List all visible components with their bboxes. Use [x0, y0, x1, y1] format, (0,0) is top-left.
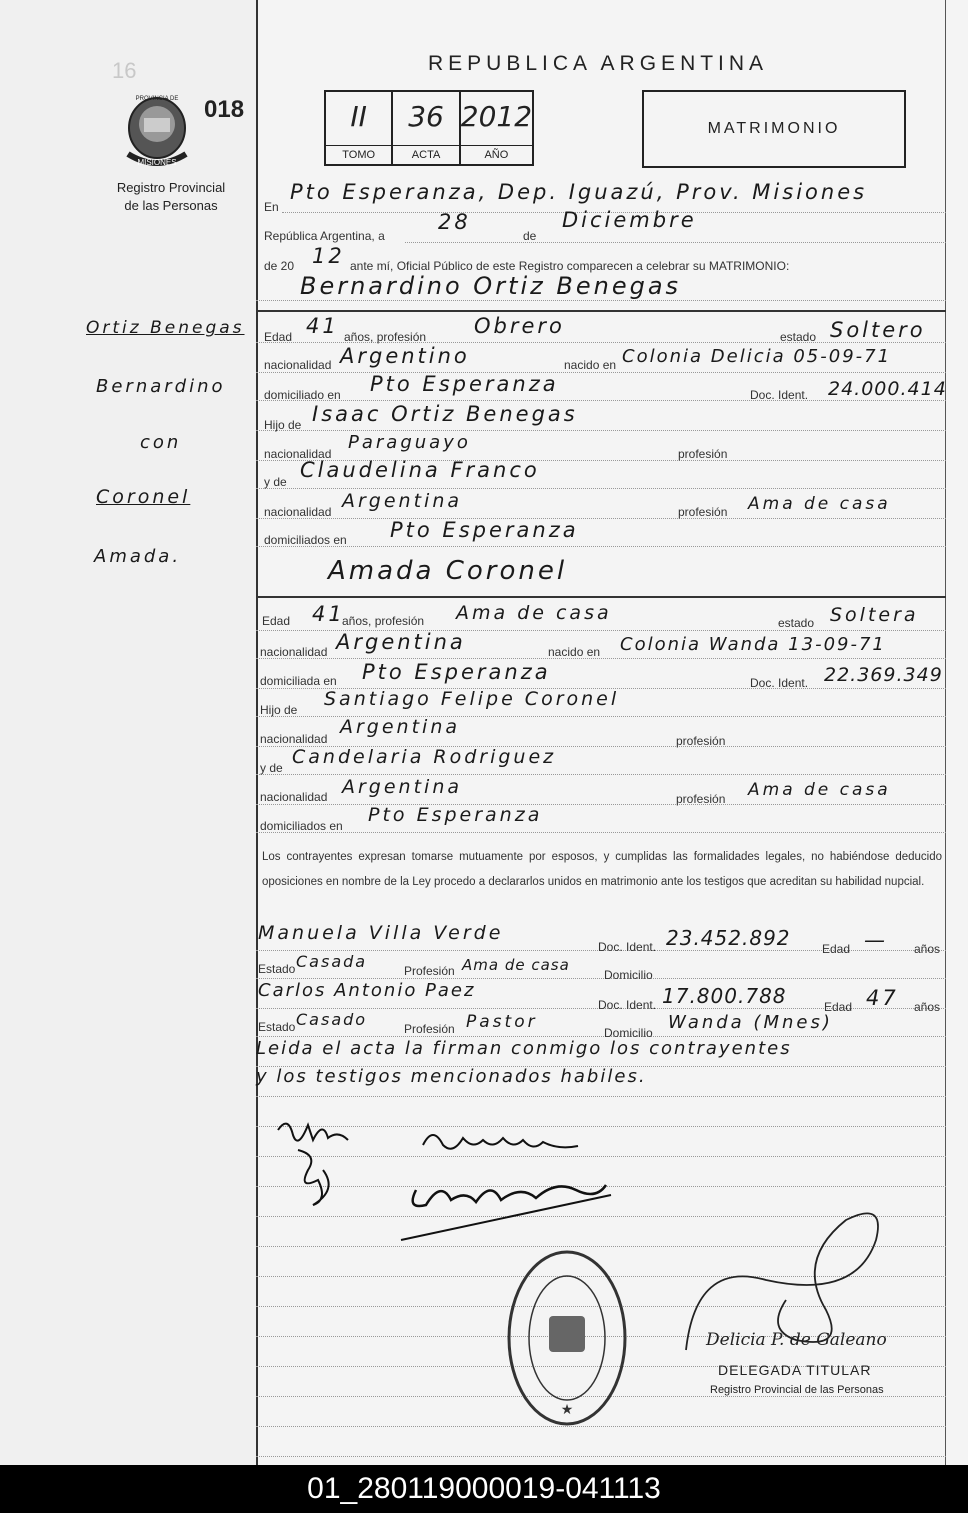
year-suffix: 12 — [312, 244, 345, 268]
groom-estado-label: estado — [780, 330, 817, 344]
bride-domicilio: Pto Esperanza — [362, 660, 551, 684]
en-label: En — [264, 200, 279, 214]
official-stamp-icon — [505, 1248, 629, 1428]
page-number: 018 — [204, 96, 245, 123]
bride-padre: Santiago Felipe Coronel — [324, 688, 620, 710]
acta-label: ACTA — [393, 145, 458, 164]
witness1-name: Manuela Villa Verde — [258, 922, 504, 944]
witness1-prof-label: Profesión — [404, 964, 455, 978]
margin-column — [0, 0, 258, 1465]
witness2-profesion: Pastor — [466, 1012, 538, 1032]
witness2-edad: 47 — [866, 986, 899, 1010]
groom-domicilio: Pto Esperanza — [370, 372, 559, 396]
country-title: REPUBLICA ARGENTINA — [428, 52, 769, 75]
bride-dom-label: domiciliada en — [260, 674, 337, 688]
provincial-seal-icon — [114, 88, 200, 172]
margin-bride-firstname: Amada. — [94, 546, 182, 567]
witness2-doc: 17.800.788 — [662, 984, 787, 1008]
groom-profesion: Obrero — [474, 314, 565, 338]
bride-name: Amada Coronel — [328, 556, 568, 586]
closing-line1: Leida el acta la firman conmigo los contrayentes — [256, 1038, 792, 1059]
witness1-dom-label: Domicilio — [604, 968, 653, 982]
anio-value: 2012 — [460, 100, 533, 133]
bride-profesion: Ama de casa — [456, 602, 612, 624]
bride-nac-label: nacionalidad — [260, 645, 328, 659]
groom-nacionalidad: Argentino — [340, 344, 470, 368]
witness1-edad: — — [864, 928, 888, 952]
groom-madre-nac: Argentina — [342, 490, 463, 512]
margin-surname: Ortiz Benegas — [86, 318, 245, 338]
bride-yde-label: y de — [260, 761, 283, 775]
groom-madre: Claudelina Franco — [300, 458, 540, 482]
margin-bride-surname: Coronel — [96, 486, 191, 508]
groom-doc: 24.000.414 — [828, 378, 947, 400]
bride-estado: Soltera — [830, 604, 919, 626]
bride-doc-label: Doc. Ident. — [750, 676, 809, 690]
bride-madre-nac-label: nacionalidad — [260, 790, 328, 804]
act-type-box: MATRIMONIO — [642, 90, 906, 168]
bride-padres-dom: Pto Esperanza — [368, 804, 543, 826]
bride-madre-prof-label: profesión — [676, 792, 726, 806]
witness2-estado-label: Estado — [258, 1020, 296, 1034]
groom-yde-label: y de — [264, 475, 287, 489]
bride-madre-prof: Ama de casa — [748, 780, 891, 800]
groom-madre-prof: Ama de casa — [748, 494, 891, 514]
registry-line2: de las Personas — [124, 198, 218, 213]
official-title: DELEGADA TITULAR — [718, 1362, 872, 1378]
witness-signature — [396, 1160, 626, 1250]
bride-padre-nac: Argentina — [340, 716, 461, 738]
groom-padre-prof-label: profesión — [678, 447, 728, 461]
groom-madre-nac-label: nacionalidad — [264, 505, 332, 519]
republica-label: República Argentina, a — [264, 229, 385, 243]
groom-doms-label: domiciliados en — [264, 533, 347, 547]
groom-edad: 41 — [306, 314, 339, 338]
bride-nacionalidad: Argentina — [336, 630, 466, 654]
bride-nacido: Colonia Wanda 13-09-71 — [620, 634, 886, 655]
groom-nac-label: nacionalidad — [264, 358, 332, 372]
witness2-anos-label: años — [914, 1000, 941, 1014]
tomo-value: II — [350, 100, 367, 133]
bride-madre: Candelaria Rodriguez — [292, 746, 557, 768]
groom-doc-label: Doc. Ident. — [750, 388, 809, 402]
groom-padre: Isaac Ortiz Benegas — [312, 402, 578, 426]
bride-signature — [418, 1120, 588, 1160]
witness2-name: Carlos Antonio Paez — [258, 980, 476, 1001]
bride-madre-nac: Argentina — [342, 776, 463, 798]
groom-padre-nac-label: nacionalidad — [264, 447, 332, 461]
witness2-estado: Casado — [296, 1010, 368, 1029]
margin-connector: con — [140, 432, 182, 453]
de-label: de — [523, 229, 537, 243]
witness1-anos-label: años — [914, 942, 941, 956]
witness1-doc-label: Doc. Ident. — [598, 940, 657, 954]
groom-dom-label: domiciliado en — [264, 388, 341, 402]
bride-estado-label: estado — [778, 616, 815, 630]
groom-estado: Soltero — [830, 318, 926, 342]
registry-line1: Registro Provincial — [116, 180, 226, 195]
groom-signature — [268, 1110, 368, 1210]
closing-line2: y los testigos mencionados habiles. — [256, 1066, 647, 1087]
witness1-estado-label: Estado — [258, 962, 296, 976]
acta-value: 36 — [408, 100, 444, 133]
witness2-dom-label: Domicilio — [604, 1026, 653, 1040]
tomo-label: TOMO — [326, 145, 391, 164]
declaration-text: Los contrayentes expresan tomarse mutuamente por esposos, y cumplidas las formalidades legales, no habiéndose deducido oposiciones en nombre de la Ley procedo a declararlos unidos en matrimonio ante los testigos que acreditan su habilidad nupcial. — [262, 851, 942, 888]
witness2-prof-label: Profesión — [404, 1022, 455, 1036]
day-value: 28 — [438, 210, 471, 234]
officer-text: ante mí, Oficial Público de este Registro comparecen a celebrar su MATRIMONIO: — [350, 259, 790, 273]
groom-madre-prof-label: profesión — [678, 505, 728, 519]
svg-text:PROVINCIA DE: PROVINCIA DE — [135, 96, 179, 102]
groom-name: Bernardino Ortiz Benegas — [300, 272, 682, 300]
groom-prof-label: años, profesión — [344, 330, 427, 344]
official-registry: Registro Provincial de las Personas — [710, 1384, 884, 1396]
groom-padre-nac: Paraguayo — [348, 432, 471, 453]
bride-nacido-label: nacido en — [548, 645, 601, 659]
anio-label: AÑO — [461, 145, 532, 164]
witness2-domicilio: Wanda (Mnes) — [668, 1012, 833, 1033]
groom-padres-dom: Pto Esperanza — [390, 518, 579, 542]
footer-code: 01_280119000019-041113 — [0, 1465, 968, 1513]
svg-text:★: ★ — [560, 1402, 574, 1418]
witness2-edad-label: Edad — [824, 1000, 853, 1014]
bride-padre-nac-label: nacionalidad — [260, 732, 328, 746]
witness1-doc: 23.452.892 — [666, 926, 791, 950]
witness1-profesion: Ama de casa — [462, 956, 570, 974]
margin-firstname: Bernardino — [96, 376, 226, 397]
official-name: Delicia P. de Galeano — [706, 1330, 887, 1350]
bride-prof-label: años, profesión — [342, 614, 425, 628]
witness2-doc-label: Doc. Ident. — [598, 998, 657, 1012]
groom-edad-label: Edad — [264, 330, 293, 344]
place-value: Pto Esperanza, Dep. Iguazú, Prov. Misiones — [290, 180, 868, 204]
bride-edad: 41 — [312, 602, 345, 626]
witness1-estado: Casada — [296, 952, 368, 971]
bride-doc: 22.369.349 — [824, 664, 943, 686]
bride-hijo-label: Hijo de — [260, 703, 298, 717]
groom-nacido: Colonia Delicia 05-09-71 — [622, 346, 892, 367]
bride-doms-label: domiciliados en — [260, 819, 343, 833]
act-reference-box — [324, 90, 534, 166]
month-value: Diciembre — [562, 208, 697, 232]
witness1-edad-label: Edad — [822, 942, 851, 956]
faded-number: 16 — [112, 58, 137, 83]
year-prefix: de 20 — [264, 259, 295, 273]
groom-nacido-label: nacido en — [564, 358, 617, 372]
groom-hijo-label: Hijo de — [264, 418, 302, 432]
bride-edad-label: Edad — [262, 614, 291, 628]
svg-text:MISIONES: MISIONES — [137, 158, 177, 167]
bride-padre-prof-label: profesión — [676, 734, 726, 748]
